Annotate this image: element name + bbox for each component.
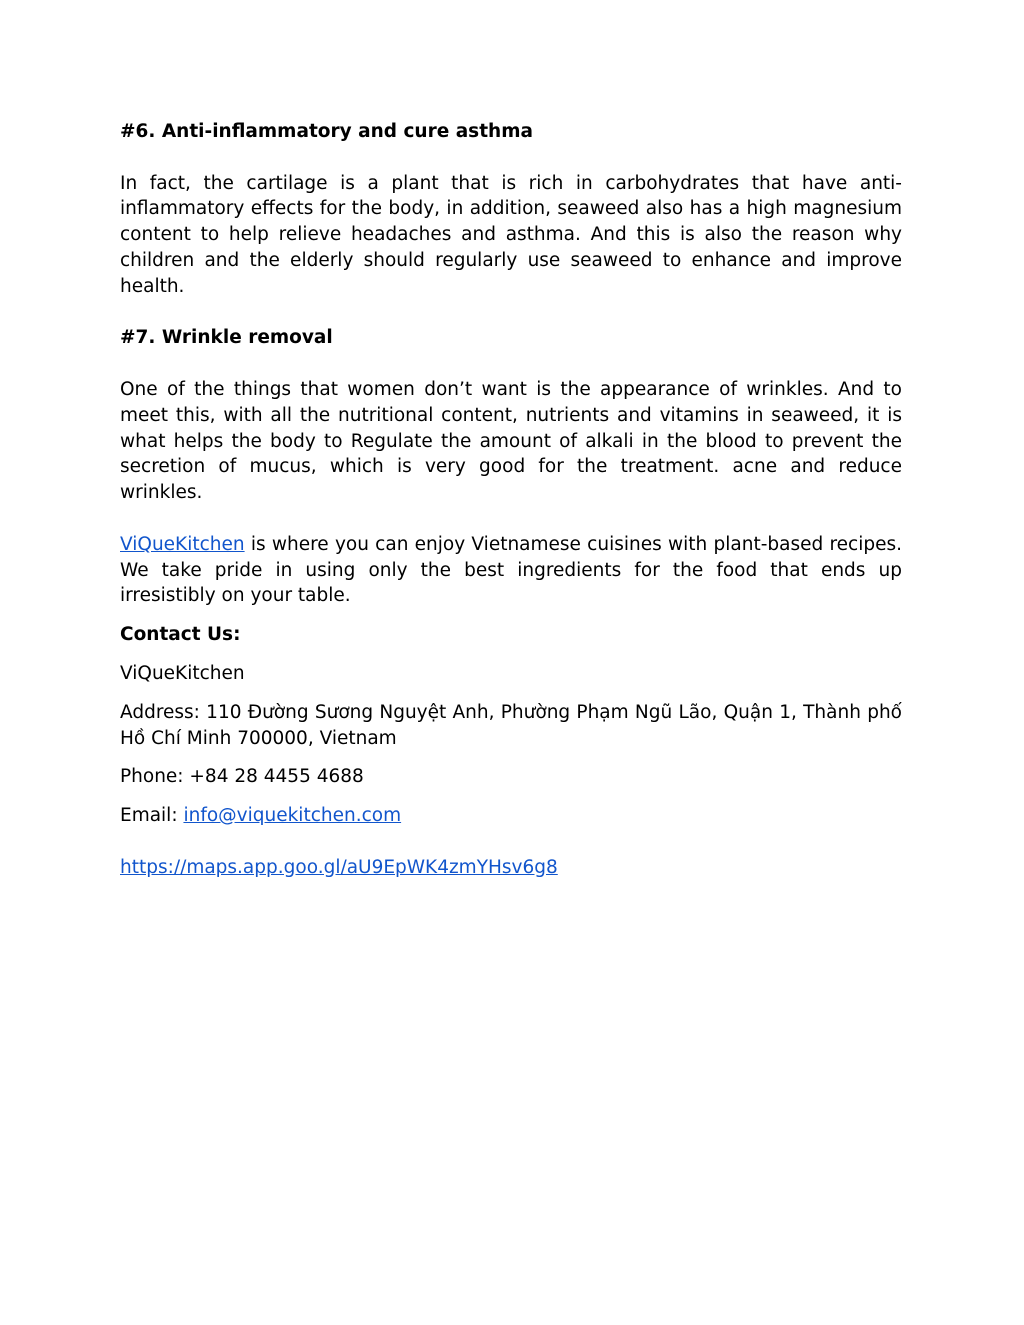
contact-heading: Contact Us: (120, 624, 241, 646)
contact-phone: Phone: +84 28 4455 4688 (120, 766, 364, 788)
section-6-body: In fact, the cartilage is a plant that is rich in carbohydrates that have anti-inflammatory effects for the body, in addition, seaweed also has a high magnesium content to help relieve headaches and asthma. And this is also the reason why children and the elderly should regularly use seaweed to enhance and improve health. (120, 172, 902, 297)
email-label: Email: (120, 805, 184, 827)
contact-name: ViQueKitchen (120, 662, 245, 684)
map-link-line (120, 855, 902, 881)
promo-paragraph (120, 532, 902, 609)
email-link[interactable]: info@viquekitchen.com (183, 805, 402, 827)
promo-text: is where you can enjoy Vietnamese cuisines with plant-based recipes. We take pride in using only the best ingredients for the food that ends up irresistibly on your table. (120, 533, 902, 607)
section-7-heading: #7. Wrinkle removal (120, 327, 333, 349)
document-page (120, 119, 902, 894)
viquekitchen-link[interactable]: ViQueKitchen (120, 533, 245, 555)
contact-email-line (120, 803, 902, 829)
map-link[interactable]: https://maps.app.goo.gl/aU9EpWK4zmYHsv6g8 (120, 856, 558, 878)
section-6-heading: #6. Anti-inflammatory and cure asthma (120, 121, 533, 142)
contact-address: Address: 110 Đường Sương Nguyệt Anh, Phường Phạm Ngũ Lão, Quận 1, Thành phố Hồ Chí Minh 700000, Vietnam (120, 701, 902, 749)
section-7-body: One of the things that women don’t want is the appearance of wrinkles. And to meet this, with all the nutritional content, nutrients and vitamins in seaweed, it is what helps the body to Regulate the amount of alkali in the blood to prevent the secretion of mucus, which is very good for the treatment. acne and reduce wrinkles. (120, 378, 902, 504)
